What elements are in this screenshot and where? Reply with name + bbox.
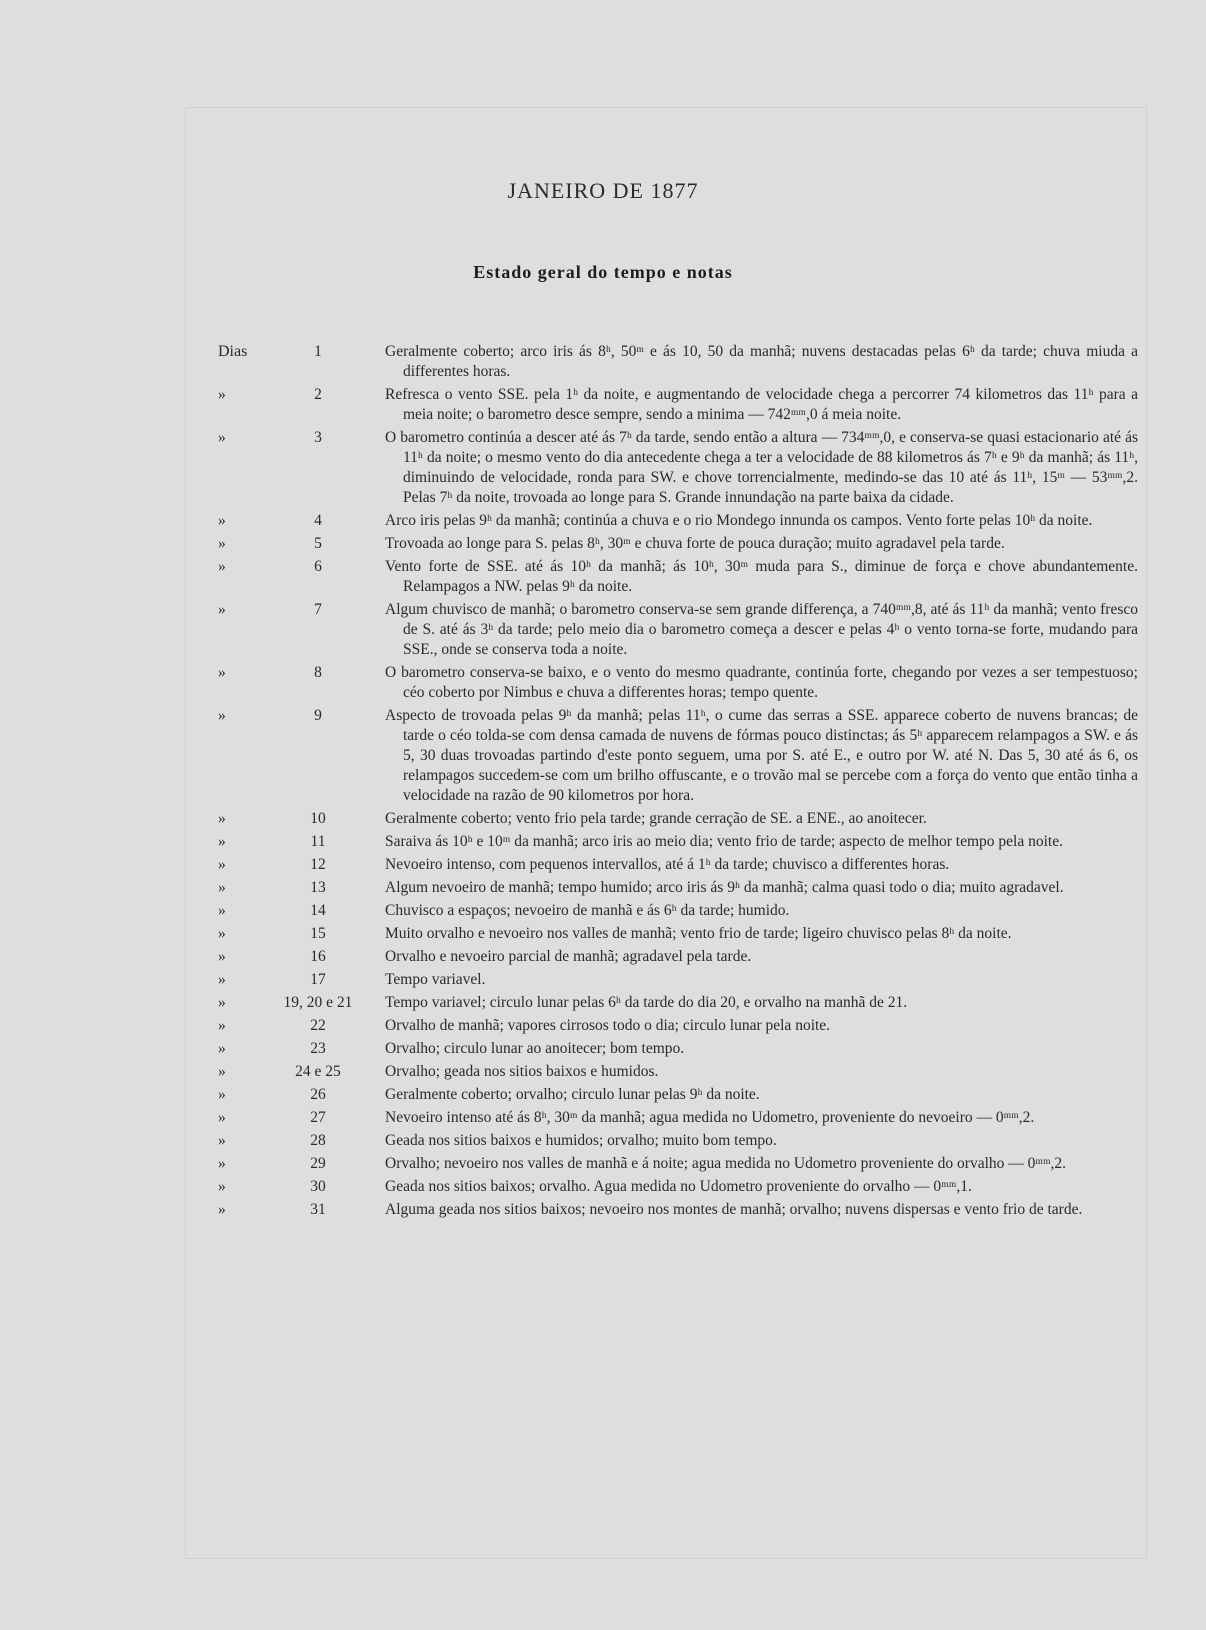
ditto-mark: » — [218, 856, 226, 873]
ditto-mark: » — [218, 707, 226, 724]
weather-note: Tempo variavel; circulo lunar pelas 6ʰ da tarde do dia 20, e orvalho na manhã de 21. — [385, 994, 908, 1011]
weather-note: Geada nos sitios baixos e humidos; orvalho; muito bom tempo. — [385, 1132, 777, 1149]
day-number: 28 — [310, 1132, 326, 1149]
ditto-mark: » — [218, 810, 226, 827]
list-item — [218, 1062, 1138, 1082]
ditto-mark: » — [218, 1132, 226, 1149]
day-number: 26 — [310, 1086, 326, 1103]
ditto-mark: » — [218, 1201, 226, 1218]
day-number: 7 — [314, 601, 322, 618]
list-item — [218, 1108, 1138, 1128]
list-item — [218, 342, 1138, 382]
day-number: 19, 20 e 21 — [283, 994, 353, 1011]
ditto-mark: » — [218, 948, 226, 965]
days-label: Dias — [218, 343, 248, 360]
list-item — [218, 901, 1138, 921]
ditto-mark: » — [218, 902, 226, 919]
list-item — [218, 385, 1138, 425]
weather-note: Algum chuvisco de manhã; o barometro conserva-se sem grande differença, a 740ᵐᵐ,8, até ás 11ʰ da manhã; vento fresco de S. até ás 3ʰ da tarde; pelo meio dia o barometro começa a descer e pelas 4ʰ o vento torna-se forte, mudando para SSE., onde se conserva toda a noite. — [385, 601, 1138, 658]
weather-note: Alguma geada nos sitios baixos; nevoeiro nos montes de manhã; orvalho; nuvens dispersas e vento frio de tarde. — [385, 1201, 1083, 1218]
ditto-mark: » — [218, 429, 226, 446]
weather-note: Trovoada ao longe para S. pelas 8ʰ, 30ᵐ e chuva forte de pouca duração; muito agradavel pela tarde. — [385, 535, 1005, 552]
ditto-mark: » — [218, 1063, 226, 1080]
weather-note: Algum nevoeiro de manhã; tempo humido; arco iris ás 9ʰ da manhã; calma quasi todo o dia; muito agradavel. — [385, 879, 1064, 896]
day-number: 2 — [314, 386, 322, 403]
ditto-mark: » — [218, 833, 226, 850]
weather-note: Muito orvalho e nevoeiro nos valles de manhã; vento frio de tarde; ligeiro chuvisco pelas 8ʰ da noite. — [385, 925, 1012, 942]
list-item — [218, 1085, 1138, 1105]
weather-note: Arco iris pelas 9ʰ da manhã; continúa a chuva e o rio Mondego innunda os campos. Vento forte pelas 10ʰ da noite. — [385, 512, 1093, 529]
weather-note: Geralmente coberto; orvalho; circulo lunar pelas 9ʰ da noite. — [385, 1086, 760, 1103]
day-number: 11 — [310, 833, 326, 850]
ditto-mark: » — [218, 994, 226, 1011]
weather-note: Orvalho; nevoeiro nos valles de manhã e á noite; agua medida no Udometro proveniente do orvalho — 0ᵐᵐ,2. — [385, 1155, 1067, 1172]
day-number: 24 e 25 — [295, 1063, 341, 1080]
ditto-mark: » — [218, 925, 226, 942]
list-item — [218, 428, 1138, 508]
ditto-mark: » — [218, 664, 226, 681]
ditto-mark: » — [218, 1017, 226, 1034]
list-item — [218, 947, 1138, 967]
list-item — [218, 924, 1138, 944]
weather-note: Geralmente coberto; vento frio pela tarde; grande cerração de SE. a ENE., ao anoitecer. — [385, 810, 927, 827]
list-item — [218, 534, 1138, 554]
weather-note: O barometro conserva-se baixo, e o vento do mesmo quadrante, continúa forte, chegando por vezes a ser tempestuoso; céo coberto por Nimbus e chuva a differentes horas; tempo quente. — [385, 664, 1138, 701]
list-item — [218, 1154, 1138, 1174]
day-number: 3 — [314, 429, 322, 446]
day-number: 9 — [314, 707, 322, 724]
list-item — [218, 1131, 1138, 1151]
weather-note: Vento forte de SSE. até ás 10ʰ da manhã; ás 10ʰ, 30ᵐ muda para S., diminue de força e chove abundantemente. Relampagos a NW. pelas 9ʰ da noite. — [385, 558, 1138, 595]
weather-note: Geralmente coberto; arco iris ás 8ʰ, 50ᵐ e ás 10, 50 da manhã; nuvens destacadas pelas 6ʰ da tarde; chuva miuda a differentes horas. — [385, 343, 1138, 380]
weather-note: Geada nos sitios baixos; orvalho. Agua medida no Udometro proveniente do orvalho — 0ᵐᵐ,1. — [385, 1178, 972, 1195]
ditto-mark: » — [218, 1155, 226, 1172]
list-item — [218, 993, 1138, 1013]
list-item — [218, 1016, 1138, 1036]
list-item — [218, 557, 1138, 597]
list-item — [218, 663, 1138, 703]
page-title: JANEIRO DE 1877 — [507, 178, 699, 203]
weather-note: Orvalho de manhã; vapores cirrosos todo o dia; circulo lunar pela noite. — [385, 1017, 831, 1034]
ditto-mark: » — [218, 386, 226, 403]
day-number: 6 — [314, 558, 322, 575]
list-item — [218, 878, 1138, 898]
day-number: 1 — [314, 343, 322, 360]
list-item — [218, 511, 1138, 531]
weather-note: Orvalho; geada nos sitios baixos e humidos. — [385, 1063, 659, 1080]
ditto-mark: » — [218, 971, 226, 988]
day-number: 5 — [314, 535, 322, 552]
ditto-mark: » — [218, 558, 226, 575]
weather-note: O barometro continúa a descer até ás 7ʰ da tarde, sendo então a altura — 734ᵐᵐ,0, e conserva-se quasi estacionario até ás 11ʰ da noite; o mesmo vento do dia antecedente chega a ter a velocidade de 88 kilometros ás 7ʰ e 9ʰ da manhã; ás 11ʰ, diminuindo de velocidade, ronda para SW. e chove torrencialmente, medindo-se das 10 até ás 11ʰ, 15ᵐ — 53ᵐᵐ,2. Pelas 7ʰ da noite, trovoada ao longe para S. Grande innundação na parte baixa da cidade. — [385, 429, 1138, 506]
ditto-mark: » — [218, 1086, 226, 1103]
weather-note: Nevoeiro intenso, com pequenos intervallos, até á 1ʰ da tarde; chuvisco a differentes horas. — [385, 856, 950, 873]
weather-note: Orvalho e nevoeiro parcial de manhã; agradavel pela tarde. — [385, 948, 752, 965]
page-subtitle: Estado geral do tempo e notas — [473, 262, 733, 282]
list-item — [218, 970, 1138, 990]
day-number: 14 — [310, 902, 326, 919]
list-item — [218, 1200, 1138, 1220]
day-number: 4 — [314, 512, 322, 529]
day-number: 10 — [310, 810, 326, 827]
weather-note: Orvalho; circulo lunar ao anoitecer; bom tempo. — [385, 1040, 685, 1057]
day-number: 30 — [310, 1178, 326, 1195]
day-number: 17 — [310, 971, 326, 988]
weather-notes-list — [218, 342, 1138, 1223]
list-item — [218, 1177, 1138, 1197]
day-number: 12 — [310, 856, 326, 873]
ditto-mark: » — [218, 1109, 226, 1126]
day-number: 29 — [310, 1155, 326, 1172]
ditto-mark: » — [218, 601, 226, 618]
ditto-mark: » — [218, 1178, 226, 1195]
weather-note: Refresca o vento SSE. pela 1ʰ da noite, e augmentando de velocidade chega a percorrer 74 kilometros das 11ʰ para a meia noite; o barometro desce sempre, sendo a minima — 742ᵐᵐ,0 á meia noite. — [385, 386, 1138, 423]
list-item — [218, 1039, 1138, 1059]
weather-note: Aspecto de trovoada pelas 9ʰ da manhã; pelas 11ʰ, o cume das serras a SSE. apparece coberto de nuvens brancas; de tarde o céo tolda-se com densa camada de nuvens de fórmas pouco distinctas; ás 5ʰ apparecem relampagos a SW. e ás 5, 30 duas trovoadas partindo d'este ponto seguem, uma por S. até E., e outro por W. até N. Das 5, 30 até ás 6, os relampagos succedem-se com um brilho offuscante, e o trovão mal se percebe com a força do vento que então tinha a velocidade na razão de 90 kilometros por hora. — [385, 707, 1138, 804]
day-number: 16 — [310, 948, 326, 965]
weather-note: Tempo variavel. — [385, 971, 486, 988]
day-number: 23 — [310, 1040, 326, 1057]
list-item — [218, 832, 1138, 852]
ditto-mark: » — [218, 1040, 226, 1057]
day-number: 27 — [310, 1109, 326, 1126]
list-item — [218, 809, 1138, 829]
weather-note: Nevoeiro intenso até ás 8ʰ, 30ᵐ da manhã; agua medida no Udometro, proveniente do nevoeiro — 0ᵐᵐ,2. — [385, 1109, 1035, 1126]
ditto-mark: » — [218, 535, 226, 552]
day-number: 15 — [310, 925, 326, 942]
weather-note: Saraiva ás 10ʰ e 10ᵐ da manhã; arco iris ao meio dia; vento frio de tarde; aspecto de melhor tempo pela noite. — [385, 833, 1063, 850]
day-number: 13 — [310, 879, 326, 896]
weather-note: Chuvisco a espaços; nevoeiro de manhã e ás 6ʰ da tarde; humido. — [385, 902, 790, 919]
ditto-mark: » — [218, 512, 226, 529]
list-item — [218, 600, 1138, 660]
day-number: 22 — [310, 1017, 326, 1034]
list-item — [218, 855, 1138, 875]
day-number: 8 — [314, 664, 322, 681]
day-number: 31 — [310, 1201, 326, 1218]
ditto-mark: » — [218, 879, 226, 896]
list-item — [218, 706, 1138, 806]
